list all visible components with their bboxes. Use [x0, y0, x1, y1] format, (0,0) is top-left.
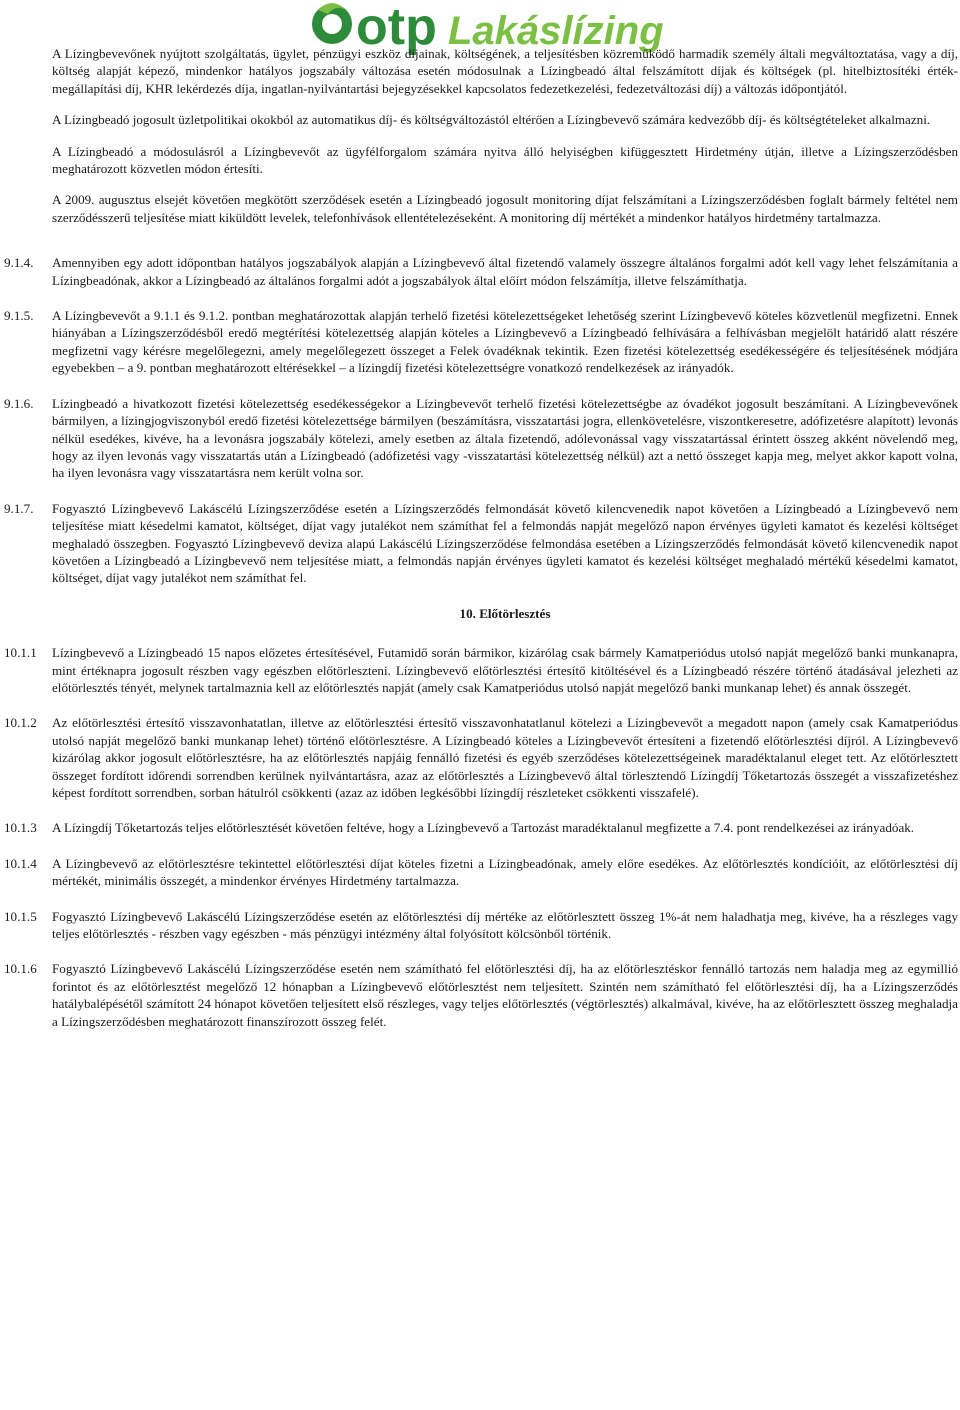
clause-number: 10.1.3 — [4, 820, 37, 836]
clause-10-1-2 — [4, 714, 958, 801]
clause-9-1-4 — [4, 254, 958, 289]
clause-number: 9.1.4. — [4, 255, 34, 271]
clause-10-1-5 — [4, 908, 958, 943]
clause-9-1-5 — [4, 307, 958, 377]
intro-paragraph-1: A Lízingbevevőnek nyújtott szolgáltatás, ügylet, pénzügyi eszköz díjainak, költségének, a teljesítésben közreműködő harmadik személy általi megváltoztatása, vagy a díj, költség alapját képező, mindenkor hatályos jogszabály változása esetén módosulnak a Lízingbeadó által felszámított díjak és költségek (pl. hitelbiztosítéki érték-megállapítási díj, KHR lekérdezés díja, ingatlan-nyilvántartási bejegyzésekkel kapcsolatos fedezetkezelési, fedezetváltozási díj) a változás időpontjától. — [52, 46, 958, 96]
otp-emblem-icon — [312, 3, 352, 44]
intro-paragraph-2: A Lízingbeadó jogosult üzletpolitikai okokból az automatikus díj- és költségváltozástól eltérően a Lízingbevevő számára kedvezőbb díj- és költségtételeket alkalmazni. — [52, 112, 931, 128]
clause-text: Fogyasztó Lízingbevevő Lakáscélú Lízingszerződése esetén a Lízingszerződés felmondását követő kilencvenedik napot követően a Lízingbeadó a Lízingbevevő nem teljesítése miatt késedelmi kamatot, költséget, díjat vagy jutalékot nem számíthat fel a felmondás napját megelőző napon érvényes ügyleti kamatot és kezelési költséget meghaladó összegben. Fogyasztó Lízingbevevő deviza alapú Lakáscélú Lízingszerződése felmondása esetében a Lízingszerződés felmondását követő kilencvenedik napot követően a Lízingbeadó a Lízingbevevő nem teljesítése miatt, a felmondás napján érvényes ügyleti kamatot és kezelési költséget meghaladó mértékű késedelmi kamatot, költséget, díjat vagy jutalékot nem számíthat fel. — [52, 500, 958, 586]
clause-text: Fogyasztó Lízingbevevő Lakáscélú Lízingszerződése esetén nem számítható fel előtörlesztési díj, ha az előtörlesztéskor fennálló tartozás nem haladja meg az egymillió forintot és az előtörlesztést megelőző 12 hónapban a Lízingbevevő előtörlesztést nem teljesített. Szintén nem számítható fel előtörlesztési díj, ha a Lízingszerződés hatálybalépésétől számított 24 hónapot követően teljesített első részleges, vagy teljes előtörlesztés (végtörlesztés) alkalmával, kivéve, ha az előtörlesztett összeg meghaladja a Lízingszerződésben meghatározott finanszírozott összeg felét. — [52, 961, 958, 1029]
clause-text: A Lízingbevevőt a 9.1.1 és 9.1.2. pontban meghatározottak alapján terhelő fizetési kötelezettségeket lehetőség szerint Lízingbevevő köteles közvetlenül megfizetni. Ennek hiányában a Lízingszerződésből eredő megtérítési kötelezettség alapján köteles a Lízingbevevő a Lízingbeadó felhívására a felhívásban megjelölt határidő alatt részére megfizetni vagy kérésre megelőlegezni, amely megelőlegezett összeget a Felek óvadéknak tekintik. Ezen fizetési kötelezettség esedékességére és teljesítésének módjára egyebekben – a 9. pontban meghatározott eltérésekkel – a lízingdíj fizetési kötelezettségre vonatkozó rendelkezések az irányadók. — [52, 308, 958, 376]
clause-number: 10.1.6 — [4, 961, 37, 977]
intro-paragraph-3: A Lízingbeadó a módosulásról a Lízingbevevőt az ügyfélforgalom számára nyitva álló helyiségben kifüggesztett Hirdetmény útján, illetve a Lízingszerződésben meghatározott közvetlen módon értesíti. — [52, 143, 958, 177]
clause-number: 9.1.6. — [4, 395, 34, 411]
document-body — [4, 45, 958, 1048]
clause-text: Lízingbevevő a Lízingbeadó 15 napos előzetes értesítésével, Futamidő során bármikor, kizárólag csak bármely Kamatperiódus utolsó napját megelőző banki munkanapra, mint értéknapra jogosult részben vagy egészben előtörleszteni. Lízingbevevő előtörlesztési értesítő kitöltésével és a Lízingbeadó részére történő átadásával jelezheti az előtörlesztés tényét, melynek tartalmaznia kell az előtörlesztés napját (amely csak Kamatperiódus utolsó napját megelőző banki munkanap lehet) és annak összegét. — [52, 645, 958, 695]
clause-number: 10.1.5 — [4, 908, 37, 924]
clause-text: Fogyasztó Lízingbevevő Lakáscélú Lízingszerződése esetén az előtörlesztési díj mértéke az előtörlesztett összeg 1%-át nem haladhatja meg, kivéve, ha a részleges vagy teljes előtörlesztés - részben vagy egészben - más pénzügyi intézmény által folyósított kölcsönből történik. — [52, 908, 958, 942]
intro-paragraph-4: A 2009. augusztus elsejét követően megkötött szerződések esetén a Lízingbeadó jogosult monitoring díjat felszámítani a Lízingszerződésben foglalt bármely feltétel nem szerződésszerű teljesítése miatt kiküldött levelek, telefonhívások ellentételezéseként. A monitoring díj mértékét a mindenkor hatályos hirdetmény tartalmazza. — [52, 192, 958, 225]
clause-text: A Lízingdíj Tőketartozás teljes előtörlesztését követően feltéve, hogy a Lízingbevevő a Tartozást maradéktalanul megfizette a 7.4. pont rendelkezései az irányadóak. — [52, 820, 915, 836]
clause-10-1-1 — [4, 644, 958, 696]
clause-10-1-3 — [4, 819, 958, 836]
clause-9-1-7 — [4, 500, 958, 587]
clause-number: 9.1.5. — [4, 308, 34, 324]
clause-10-1-6 — [4, 960, 958, 1030]
logo-brand-text: otp — [356, 0, 437, 56]
logo-product-text: Lakáslízing — [448, 9, 664, 53]
clause-number: 9.1.7. — [4, 500, 34, 516]
section-heading — [52, 605, 958, 622]
clause-10-1-4 — [4, 855, 958, 890]
clause-number: 10.1.1 — [4, 645, 37, 661]
clause-text: Amennyiben egy adott időpontban hatályos jogszabályok alapján a Lízingbevevő által fizetendő valamely összegre általános forgalmi adót kell vagy lehet felszámítania a Lízingbeadónak, akkor a Lízingbeadó az általános forgalmi adót a jogszabályok által előírt módon felszámítja, illetve felszámíthatja. — [52, 255, 958, 288]
clause-number: 10.1.4 — [4, 855, 37, 871]
section-heading-text: 10. Előtörlesztés — [459, 605, 551, 621]
clause-text: Az előtörlesztési értesítő visszavonhatatlan, illetve az előtörlesztési értesítő visszavonhatatlanul kötelezi a Lízingbevevőt a megadott napon (amely csak Kamatperiódus utolsó napját megelőző banki munkanap lehet) történő előtörlesztésre. A Lízingbeadó köteles a Lízingbevevőt értesíteni a fizetendő előtörlesztési díjról. A Lízingbevevő kizárólag akkor jogosult előtörlesztésre, ha az előtörlesztés napjáig fennálló fizetési és egyéb szerződéses kötelezettségeinek maradéktalanul eleget tett. Az előtörlesztett összeget fordított időrendi sorrendben kerülnek nyilvántartásra, azaz az előtörlesztés a Lízingbevevő által törlesztendő Lízingdíj Tőketartozás összegét a visszafizetéshez képest fordított sorrendben, sorban hátulról csökkenti (azaz az időben legkésőbbi lízingdíj részleteket csökkenti visszafelé). — [52, 715, 958, 800]
clause-text: Lízingbeadó a hivatkozott fizetési kötelezettség esedékességekor a Lízingbevevőt terhelő fizetési kötelezettségbe az óvadékot jogosult beszámítani. A Lízingbevevőnek bármilyen, a lízingjogviszonyból eredő fizetési kötelezettsége bármilyen (beszámításra, visszatartási jogra, ellenkövetelésre, viszontkeresetre, adófizetésre alapított) levonás nélkül esedékes, kivéve, ha a levonásra jogszabály kötelezi, amely esetben az általa fizetendő, adólevonással vagy visszatartással érintett összeg akként növelendő meg, hogy az ilyen levonás vagy visszatartás után a Lízingbeadó (adófizetési vagy -visszatartási kötelezettség nélkül) azt a nettó összeget kapja meg, melyet akkor kapott volna, ha ilyen levonásra vagy visszatartásra nem került volna sor. — [52, 395, 958, 481]
clause-9-1-6 — [4, 395, 958, 482]
clause-number: 10.1.2 — [4, 715, 37, 731]
clause-text: A Lízingbevevő az előtörlesztésre tekintettel előtörlesztési díjat köteles fizetni a Lízingbeadónak, amely előre esedékes. Az előtörlesztés kondícióit, az előtörlesztési díj mértékét, minimális összegét, a mindenkor érvényes Hirdetmény tartalmazza. — [52, 855, 958, 889]
